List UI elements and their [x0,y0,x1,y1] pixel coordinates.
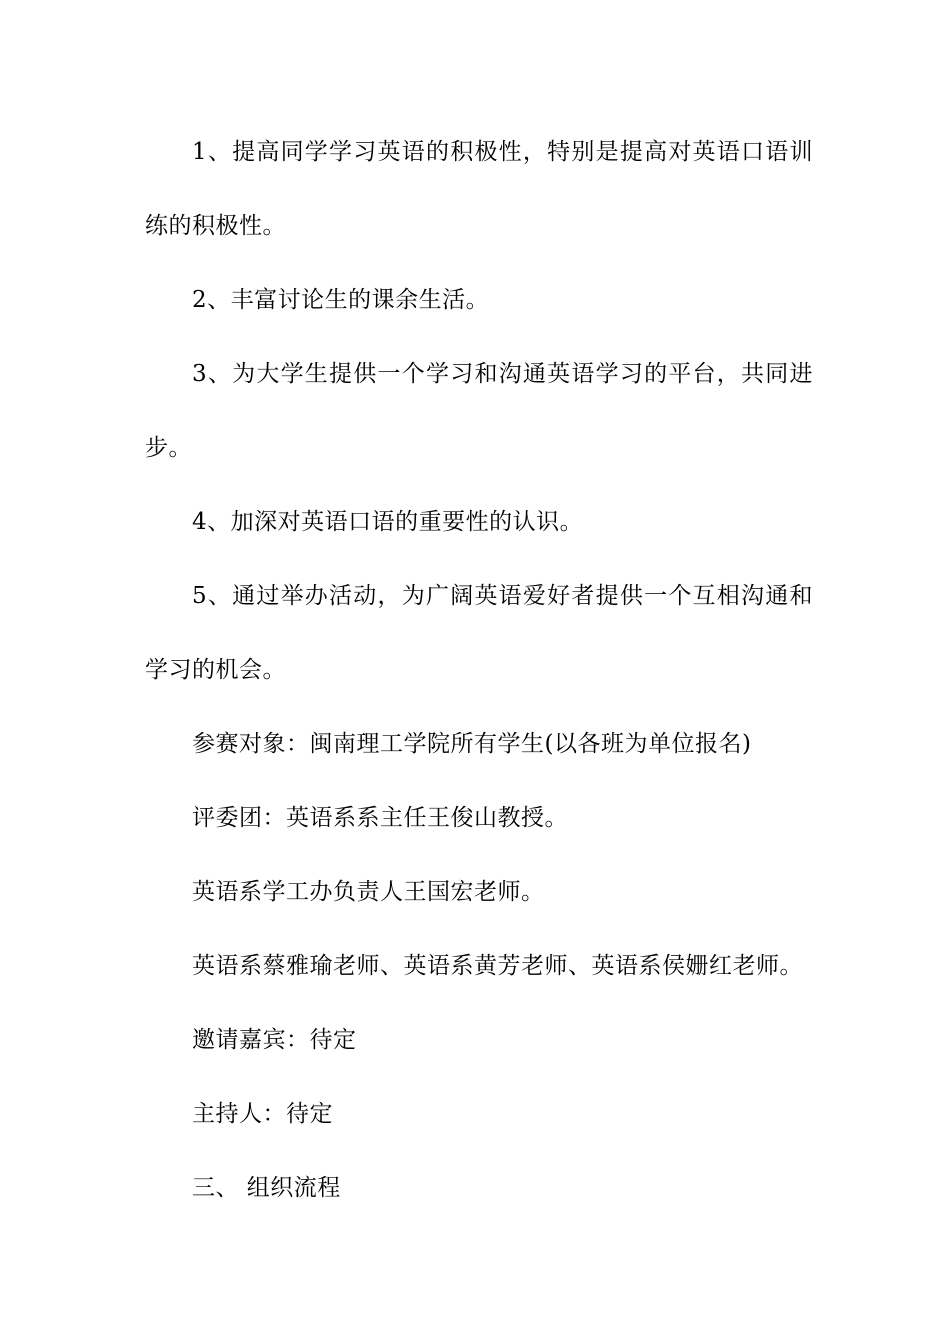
participants-line: 参赛对象：闽南理工学院所有学生(以各班为单位报名) [192,731,752,757]
host-line: 主持人：待定 [192,1101,333,1127]
goal-item-3: 3、为大学生提供一个学习和沟通英语学习的平台，共同进步。 [145,361,813,461]
judges-line-1: 评委团：英语系系主任王俊山教授。 [192,805,568,831]
goal-item-5: 5、通过举办活动，为广阔英语爱好者提供一个互相沟通和学习的机会。 [145,583,813,683]
goal-item-2: 2、丰富讨论生的课余生活。 [192,287,490,313]
section-heading: 三、 组织流程 [192,1175,341,1201]
document-body [145,115,813,1225]
goal-item-1: 1、提高同学学习英语的积极性，特别是提高对英语口语训练的积极性。 [145,139,813,239]
goal-item-4: 4、加深对英语口语的重要性的认识。 [192,509,584,535]
guests-line: 邀请嘉宾：待定 [192,1027,357,1053]
judges-line-2: 英语系学工办负责人王国宏老师。 [192,879,545,905]
judges-line-3: 英语系蔡雅瑜老师、英语系黄芳老师、英语系侯姗红老师。 [192,953,803,979]
